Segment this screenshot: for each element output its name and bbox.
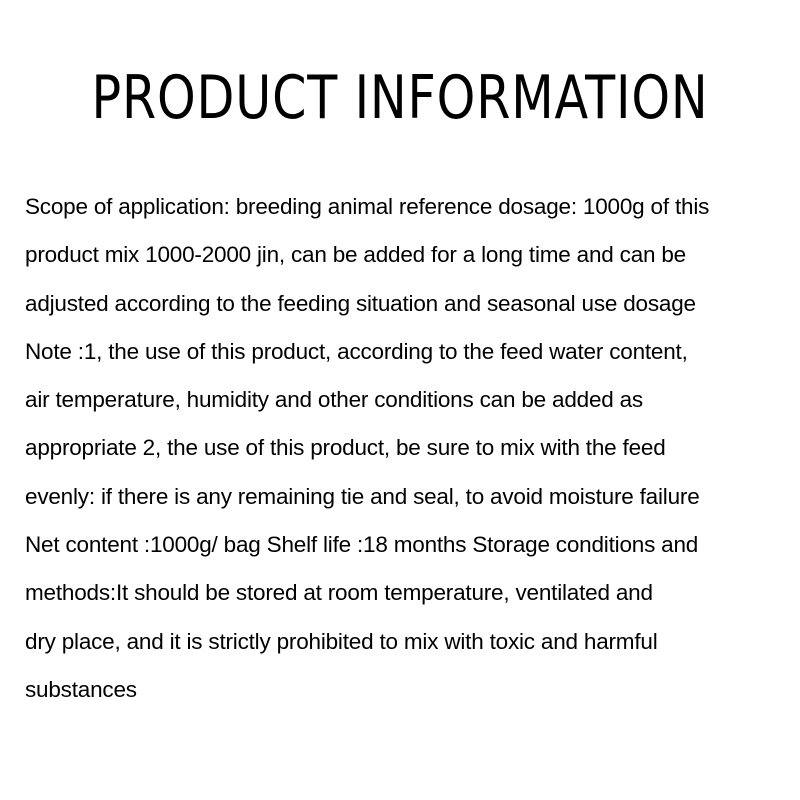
text-line: Net content :1000g/ bag Shelf life :18 months Storage conditions and [25, 532, 699, 558]
product-description [25, 183, 785, 714]
text-line: methods:It should be stored at room temperature, ventilated and [25, 580, 653, 606]
text-line: adjusted according to the feeding situation and seasonal use dosage [25, 290, 696, 316]
text-line: air temperature, humidity and other conditions can be added as [25, 387, 643, 413]
text-line: Scope of application: breeding animal reference dosage: 1000g of this [25, 194, 710, 219]
text-line: substances [25, 676, 137, 702]
text-line: evenly: if there is any remaining tie and seal, to avoid moisture failure [25, 483, 700, 509]
text-line: dry place, and it is strictly prohibited to mix with toxic and harmful [25, 628, 658, 654]
text-line: product mix 1000-2000 jin, can be added for a long time and can be [25, 242, 686, 268]
text-line: Note :1, the use of this product, according to the feed water content, [25, 338, 688, 364]
page-title: PRODUCT INFORMATION [91, 63, 709, 133]
text-line: appropriate 2, the use of this product, be sure to mix with the feed [25, 435, 666, 461]
